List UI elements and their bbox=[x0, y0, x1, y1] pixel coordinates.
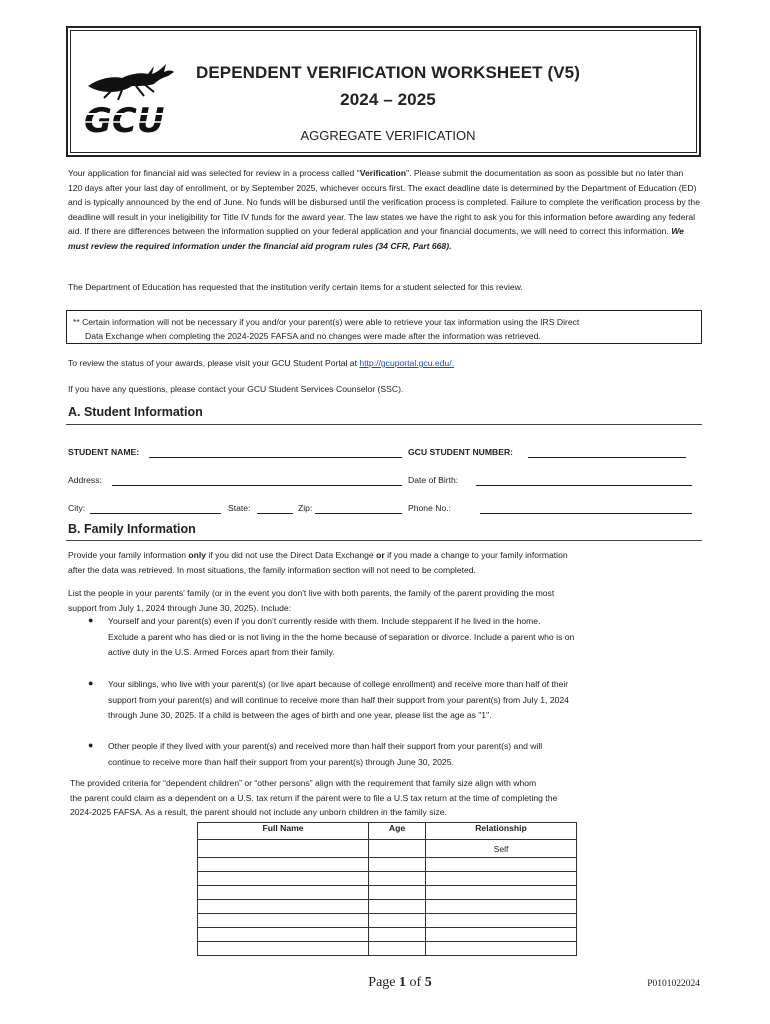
student-number-label: GCU STUDENT NUMBER: bbox=[408, 447, 514, 457]
student-name-field[interactable] bbox=[149, 457, 402, 458]
relationship-cell[interactable] bbox=[426, 872, 577, 886]
section-divider bbox=[66, 540, 702, 541]
full-name-cell[interactable] bbox=[198, 914, 369, 928]
family-size-criteria: The provided criteria for “dependent children” or “other persons” align with the requirement that family size align with whom the parent could claim as a dependent on a U.S. tax return if the parent were to file a U.S tax return at the time of completing the 2024-2025 FAFSA. As a result, the parent should not include any unborn children in the family size. bbox=[70, 778, 558, 818]
worksheet-subtitle: AGGREGATE VERIFICATION bbox=[300, 128, 476, 143]
full-name-cell[interactable] bbox=[198, 840, 369, 858]
address-field[interactable] bbox=[112, 485, 402, 486]
intro-paragraph: Your application for financial aid was selected for review in a process called "Verification". Please submit the documentation as soon as possible but no later than 120 days after your last day of enrollment, or by September 2025, whichever occurs first. The exact deadline date is determined by the Department of Education (ED) and is typically announced by the end of June. No funds will be disbursed until the verification process is completed. Failure to complete the verification process by the deadline will result in your ineligibility for Title IV funds for the award year. The law states we have the right to ask you for this information before awarding any federal aid. If there are differences between the information supplied on your federal application and your financial documents, we will need to correct this information. We must review the required information under the financial aid program rules (34 CFR, Part 668). bbox=[68, 168, 700, 251]
verification-request-text: The Department of Education has requested that the institution verify certain items for a student selected for this review. bbox=[68, 282, 523, 292]
form-code: P0101022024 bbox=[647, 979, 700, 989]
dob-field[interactable] bbox=[476, 485, 692, 486]
full-name-cell[interactable] bbox=[198, 872, 369, 886]
phone-field[interactable] bbox=[480, 513, 692, 514]
notice-box: ** Certain information will not be necessary if you and/or your parent(s) were able to retrieve your tax information using the IRS Direct Data Exchange when completing the 2024-2025 FAFSA and no changes were made after the information was retrieved. bbox=[66, 310, 702, 344]
age-cell[interactable] bbox=[369, 840, 426, 858]
bullet-icon: ● bbox=[88, 615, 94, 625]
bullet-item: Your siblings, who live with your parent(s) (or live apart because of college enrollment) and receive more than half of their support from your parent(s) and will continue to receive more than half their support from your parent(s) from July 1, 2024 through June 30, 2025. If a child is between the ages of birth and one year, please list the age as "1". bbox=[108, 679, 569, 720]
table-header-row bbox=[198, 823, 577, 840]
gcu-logo bbox=[82, 56, 178, 136]
age-cell[interactable] bbox=[369, 942, 426, 956]
bullet-icon: ● bbox=[88, 678, 94, 688]
age-cell[interactable] bbox=[369, 872, 426, 886]
section-b-heading: B. Family Information bbox=[68, 522, 196, 536]
zip-label: Zip: bbox=[298, 503, 313, 513]
address-label: Address: bbox=[68, 475, 102, 485]
table-row bbox=[198, 858, 577, 872]
header-box bbox=[66, 26, 701, 157]
age-cell[interactable] bbox=[369, 900, 426, 914]
page-number: Page 1 of 5 bbox=[368, 975, 432, 990]
column-header-full-name: Full Name bbox=[198, 823, 369, 840]
portal-text: To review the status of your awards, please visit your GCU Student Portal at http://gcuportal.gcu.edu/. bbox=[68, 358, 454, 368]
bullet-item: Other people if they lived with your parent(s) and received more than half their support from your parent(s) and will continue to receive more than half their support from your parent(s) through June 30, 2025. bbox=[108, 741, 543, 767]
table-row bbox=[198, 886, 577, 900]
column-header-age: Age bbox=[369, 823, 426, 840]
full-name-cell[interactable] bbox=[198, 900, 369, 914]
relationship-cell[interactable] bbox=[426, 900, 577, 914]
student-number-field[interactable] bbox=[528, 457, 686, 458]
full-name-cell[interactable] bbox=[198, 928, 369, 942]
section-a-heading: A. Student Information bbox=[68, 405, 203, 419]
column-header-relationship: Relationship bbox=[426, 823, 577, 840]
questions-text: If you have any questions, please contact your GCU Student Services Counselor (SSC). bbox=[68, 384, 404, 394]
table-row bbox=[198, 840, 577, 858]
table-row bbox=[198, 928, 577, 942]
table-row bbox=[198, 914, 577, 928]
phone-label: Phone No.: bbox=[408, 503, 451, 513]
age-cell[interactable] bbox=[369, 914, 426, 928]
table-row bbox=[198, 900, 577, 914]
svg-text:GCU: GCU bbox=[84, 101, 165, 136]
relationship-cell[interactable] bbox=[426, 942, 577, 956]
worksheet-title: DEPENDENT VERIFICATION WORKSHEET (V5) bbox=[195, 63, 581, 82]
zip-field[interactable] bbox=[315, 513, 402, 514]
bullet-item: Yourself and your parent(s) even if you don’t currently reside with them. Include stepparent if he lived in the home. Exclude a parent who has died or is not living in the the home because of separation or divorce. Include a parent who is on active duty in the U.S. Armed Forces apart from their family. bbox=[108, 616, 575, 657]
city-label: City: bbox=[68, 503, 86, 513]
relationship-cell[interactable] bbox=[426, 928, 577, 942]
relationship-cell[interactable] bbox=[426, 858, 577, 872]
award-year: 2024 – 2025 bbox=[340, 90, 436, 109]
dob-label: Date of Birth: bbox=[408, 475, 459, 485]
table-row bbox=[198, 872, 577, 886]
student-name-label: STUDENT NAME: bbox=[68, 447, 140, 457]
family-members-table bbox=[197, 822, 577, 956]
bullet-icon: ● bbox=[88, 740, 94, 750]
age-cell[interactable] bbox=[369, 928, 426, 942]
city-field[interactable] bbox=[90, 513, 221, 514]
family-info-instructions: Provide your family information only if you did not use the Direct Data Exchange or if you made a change to your family information after the data was retrieved. In most situations, the family information section will not need to be completed. bbox=[68, 550, 568, 575]
relationship-cell[interactable] bbox=[426, 914, 577, 928]
age-cell[interactable] bbox=[369, 858, 426, 872]
section-divider bbox=[66, 424, 702, 425]
full-name-cell[interactable] bbox=[198, 858, 369, 872]
table-row bbox=[198, 942, 577, 956]
family-list-instructions: List the people in your parents' family (or in the event you don't live with both parents, the family of the parent providing the most support from July 1, 2024 through June 30, 2025). Include: bbox=[68, 588, 555, 613]
full-name-cell[interactable] bbox=[198, 942, 369, 956]
relationship-cell[interactable] bbox=[426, 886, 577, 900]
relationship-cell: Self bbox=[426, 840, 577, 858]
portal-link[interactable]: http://gcuportal.gcu.edu/. bbox=[359, 358, 454, 368]
age-cell[interactable] bbox=[369, 886, 426, 900]
state-field[interactable] bbox=[257, 513, 293, 514]
state-label: State: bbox=[228, 503, 251, 513]
full-name-cell[interactable] bbox=[198, 886, 369, 900]
